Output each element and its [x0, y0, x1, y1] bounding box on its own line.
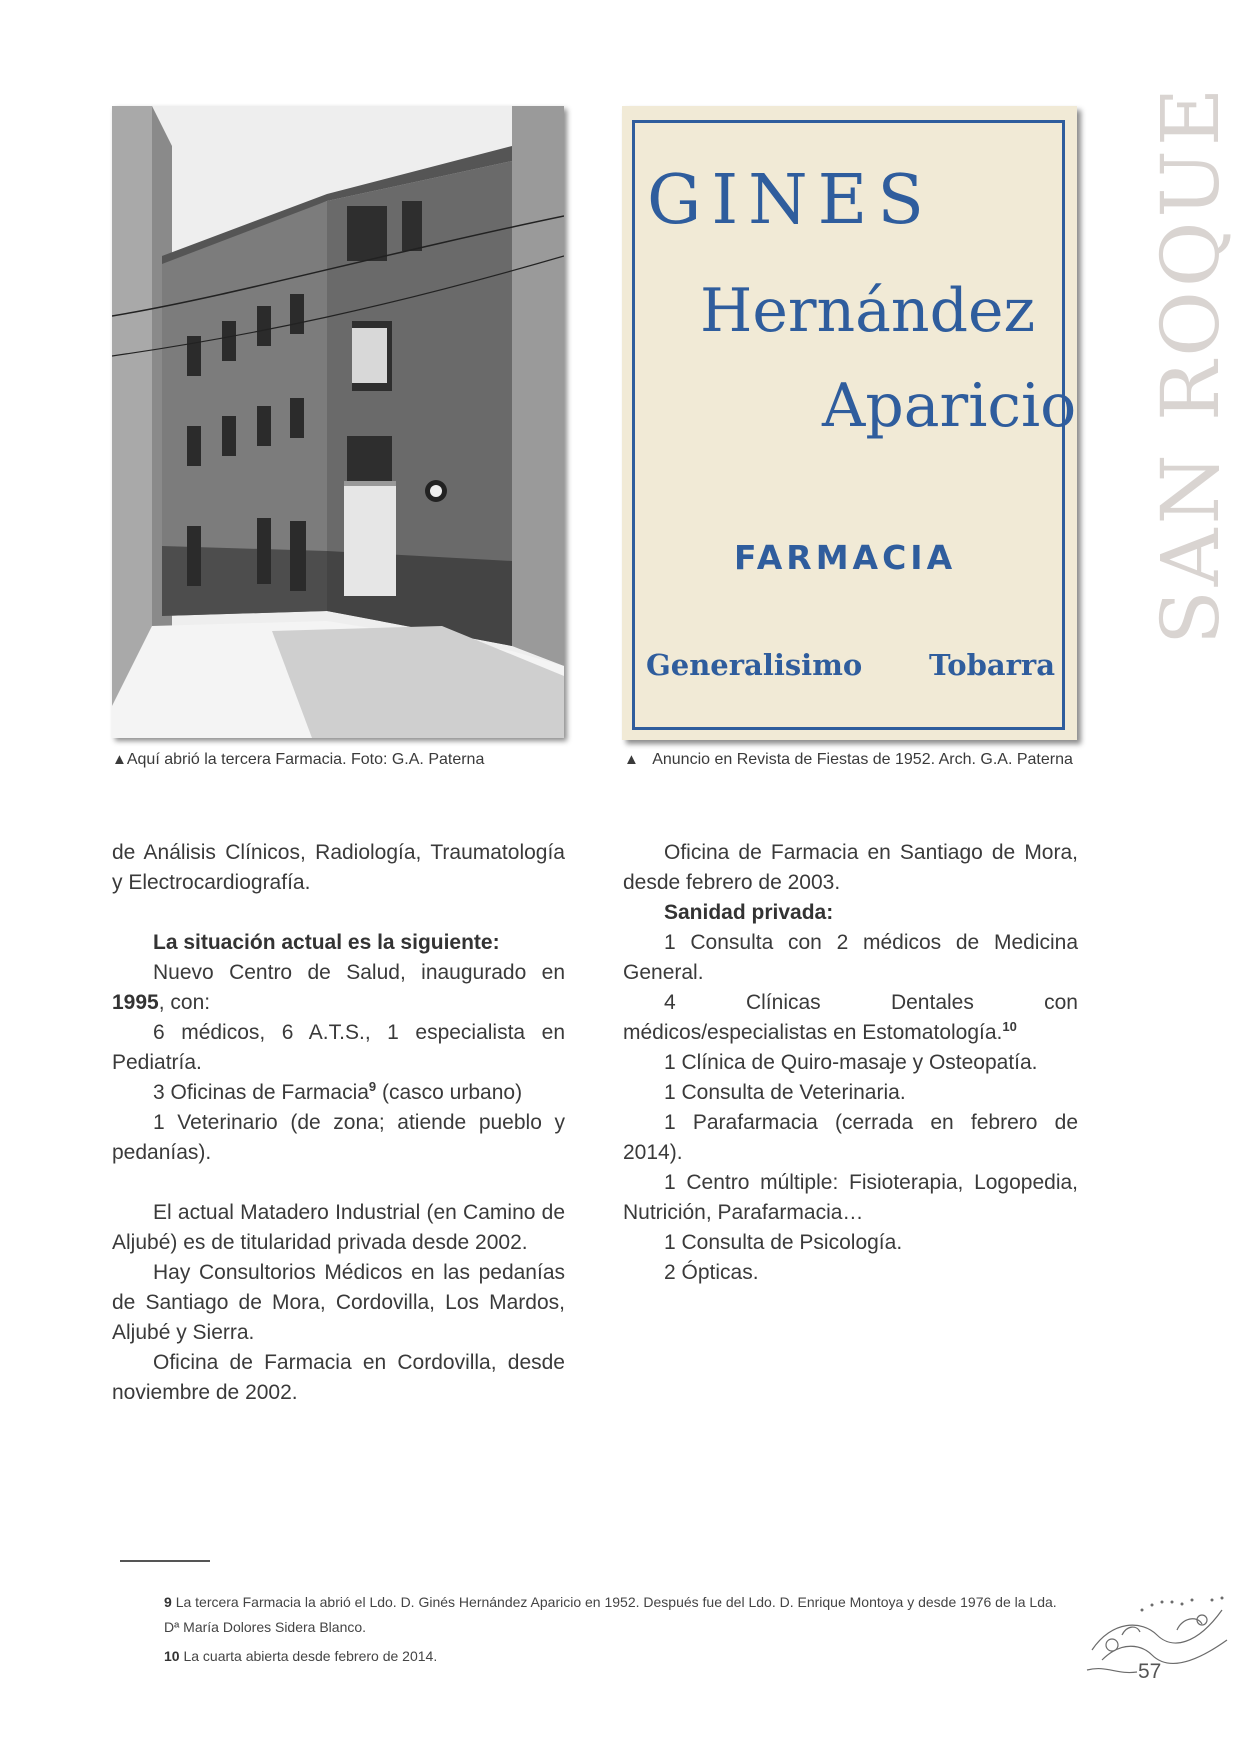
- paragraph: 1 Parafarmacia (cerrada en febrero de 2014).: [623, 1111, 1078, 1164]
- footnote-number: 10: [164, 1648, 180, 1664]
- paragraph: 3 Oficinas de Farmacia$^9$ (casco urbano): [153, 1079, 523, 1104]
- ad-caption: [624, 751, 1073, 769]
- footnote-separator: [120, 1560, 210, 1562]
- building-photo: [112, 106, 564, 738]
- ad-business-label: FARMACIA: [734, 538, 957, 577]
- left-column: [112, 838, 565, 1408]
- page-number: 57: [1138, 1660, 1162, 1683]
- paragraph: 4 Clínicas Dentales con médicos/especialistas en Estomatología.$^{10}$: [623, 991, 1078, 1044]
- paragraph: de Análisis Clínicos, Radiología, Traumatología y Electrocardiografía.: [112, 841, 565, 894]
- paragraph: 1 Veterinario (de zona; atiende pueblo y pedanías).: [112, 1111, 565, 1164]
- section-heading: [112, 928, 565, 958]
- section-title-text: SAN ROQUE: [1144, 83, 1237, 645]
- pharmacy-advertisement: [622, 106, 1077, 740]
- paragraph: Oficina de Farmacia en Cordovilla, desde noviembre de 2002.: [112, 1351, 565, 1404]
- footnote-number: 9: [164, 1594, 172, 1610]
- building-photo-illustration: [112, 106, 564, 738]
- footnote: [164, 1590, 1074, 1640]
- ad-surname-1: Hernández: [700, 276, 1036, 346]
- paragraph: El actual Matadero Industrial (en Camino de Aljubé) es de titularidad privada desde 2002.: [112, 1201, 565, 1254]
- paragraph: 2 Ópticas.: [664, 1261, 759, 1284]
- section-title-vertical: [1070, 83, 1237, 660]
- ad-surname-2: Aparicio: [822, 371, 1077, 441]
- footnote-text: La cuarta abierta desde febrero de 2014.: [183, 1648, 438, 1664]
- footnote: [164, 1644, 1074, 1669]
- ad-caption-text: Anuncio en Revista de Fiestas de 1952. Arch. G.A. Paterna: [652, 751, 1073, 768]
- right-column: [623, 838, 1078, 1288]
- paragraph: Oficina de Farmacia en Santiago de Mora, desde febrero de 2003.: [623, 841, 1078, 894]
- caption-triangle-icon: ▲: [624, 751, 639, 768]
- heading-text: La situación actual es la siguiente:: [153, 931, 500, 954]
- paragraph: 1 Clínica de Quiro-masaje y Osteopatía.: [664, 1051, 1038, 1074]
- year-bold: 1995: [112, 991, 159, 1014]
- photo-caption-text: Aquí abrió la tercera Farmacia. Foto: G.A. Paterna: [126, 751, 485, 768]
- ad-town: Tobarra: [928, 648, 1055, 682]
- ad-street: Generalisimo: [646, 648, 863, 682]
- caption-triangle-icon: ▲: [112, 751, 127, 768]
- photo-caption: [112, 751, 484, 769]
- footnotes: [164, 1590, 1074, 1673]
- paragraph: 1 Consulta de Psicología.: [664, 1231, 903, 1254]
- footnote-ref: 10: [1002, 1019, 1017, 1034]
- paragraph: Hay Consultorios Médicos en las pedanías de Santiago de Mora, Cordovilla, Los Mardos, Aljubé y Sierra.: [112, 1261, 565, 1344]
- paragraph: 1 Consulta con 2 médicos de Medicina General.: [623, 931, 1078, 984]
- section-heading: [623, 898, 1078, 928]
- paragraph: Nuevo Centro de Salud, inaugurado en 1995, con:: [112, 961, 565, 1014]
- paragraph: 1 Centro múltiple: Fisioterapia, Logopedia, Nutrición, Parafarmacia…: [623, 1171, 1078, 1224]
- footnote-ref: 9: [368, 1079, 377, 1094]
- footnote-text: La tercera Farmacia la abrió el Ldo. D. Ginés Hernández Aparicio en 1952. Después fue del Ldo. D. Enrique Montoya y desde 1976 de la Lda. Dª María Dolores Sidera Blanco.: [164, 1594, 1057, 1635]
- paragraph: 6 médicos, 6 A.T.S., 1 especialista en Pediatría.: [112, 1021, 565, 1074]
- ad-first-name: GINES: [647, 161, 934, 240]
- paragraph: 1 Consulta de Veterinaria.: [664, 1081, 906, 1104]
- heading-text: Sanidad privada:: [664, 901, 834, 924]
